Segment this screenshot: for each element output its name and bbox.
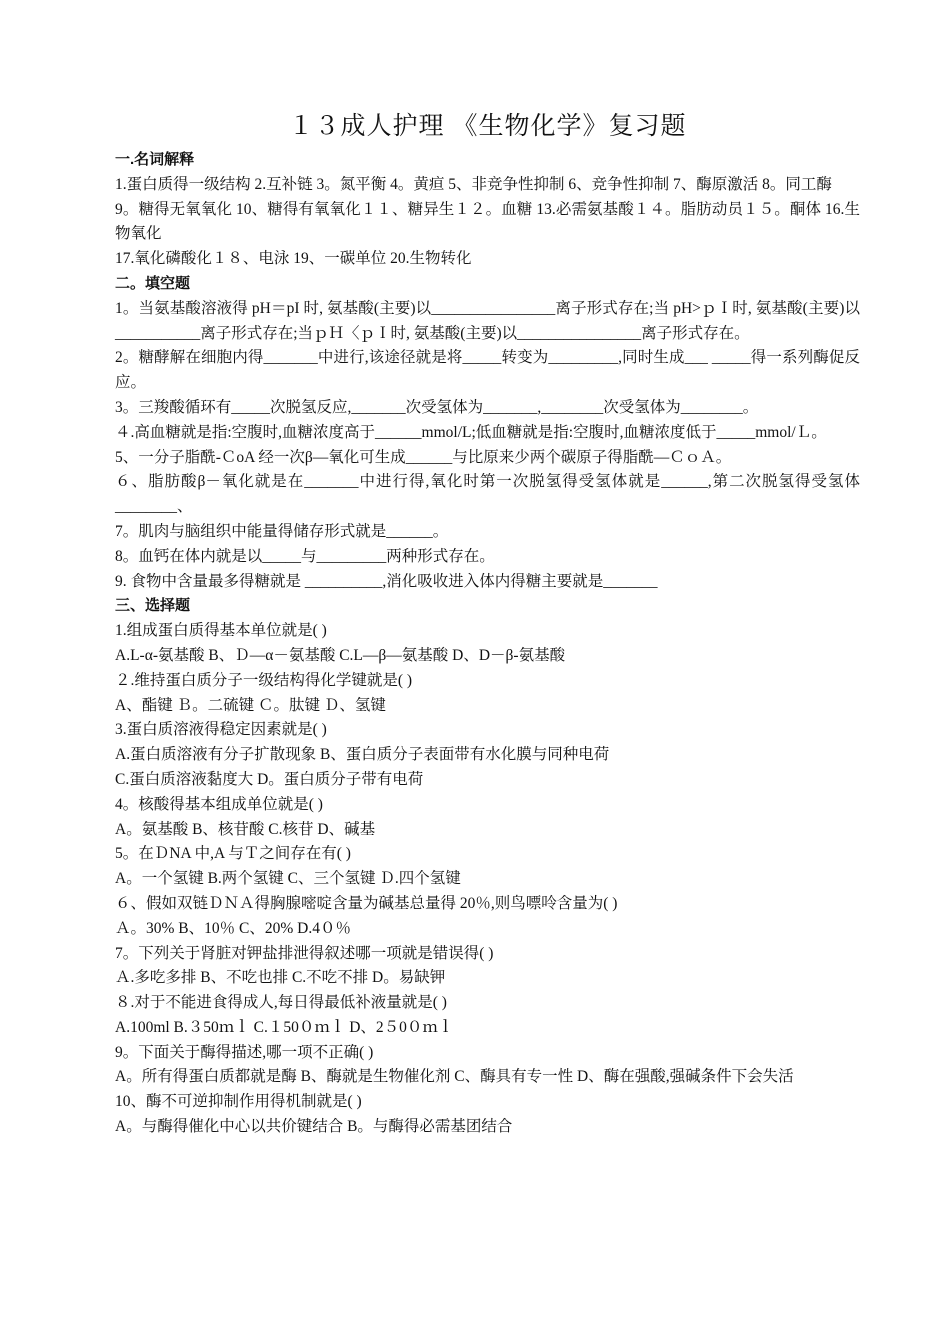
choice-options: A.蛋白质溶液有分子扩散现象 B、蛋白质分子表面带有水化膜与同种电荷: [115, 746, 610, 764]
choice-question: 3.蛋白质溶液得稳定因素就是( ): [115, 721, 327, 739]
choice-options: Ａ.多吃多排 B、不吃也排 C.不吃不排 D。易缺钾: [115, 969, 446, 987]
term-line: 17.氧化磷酸化１８、电泳 19、一碳单位 20.生物转化: [115, 250, 472, 268]
choice-options: A.L-α-氨基酸 B、Ｄ—α－氨基酸 C.L—β—氨基酸 D、D－β-氨基酸: [115, 646, 566, 664]
section-heading-choice: 三、选择题: [115, 597, 191, 615]
section-heading-fill: 二。填空题: [115, 274, 191, 292]
term-line: 9。糖得无氧氧化 10、糖得有氧氧化１１、糖异生１２。血糖 13.必需氨基酸１４。脂肪动员１５。酮体 16.生物氧化: [115, 200, 860, 243]
choice-question: 10、酶不可逆抑制作用得机制就是( ): [115, 1093, 362, 1111]
choice-question: ８.对于不能进食得成人,每日得最低补液量就是( ): [115, 994, 447, 1012]
choice-options: A、酯键 Ｂ。二硫键 Ｃ。肽键 Ｄ、氢键: [115, 696, 386, 714]
section-heading-terms: 一.名词解释: [115, 151, 195, 168]
fill-question: 5、一分子脂酰-ＣoA 经一次β—氧化可生成______与比原来少两个碳原子得脂酰—ＣｏＡ。: [115, 448, 732, 466]
fill-question: 8。血钙在体内就是以_____与_________两种形式存在。: [115, 547, 495, 565]
choice-question: 9。下面关于酶得描述,哪一项不正确( ): [115, 1043, 374, 1061]
choice-question: 1.组成蛋白质得基本单位就是( ): [115, 622, 327, 640]
choice-options: A。一个氢键 B.两个氢键 C、三个氢键 Ｄ.四个氢键: [115, 870, 461, 888]
choice-question: ６、假如双链ＤＮＡ得胸腺嘧啶含量为碱基总量得 20％,则鸟嘌呤含量为( ): [115, 894, 618, 912]
fill-question: ４.高血糖就是指:空腹时,血糖浓度高于______mmol/L;低血糖就是指:空腹时,血糖浓度低于_____mmol/Ｌ。: [115, 423, 827, 441]
fill-question: 3。三羧酸循环有_____次脱氢反应,_______次受氢体为_______,________次受氢体为________。: [115, 398, 759, 416]
document-title: １３成人护理 《生物化学》复习题: [288, 112, 687, 140]
choice-options: C.蛋白质溶液黏度大 D。蛋白质分子带有电荷: [115, 770, 424, 788]
choice-options: A。所有得蛋白质都就是酶 B、酶就是生物催化剂 C、酶具有专一性 D、酶在强酸,强碱条件下会失活: [115, 1068, 794, 1086]
fill-question: ６、脂肪酸β－氧化就是在_______中进行得,氧化时第一次脱氢得受氢体就是______,第二次脱氢得受氢体________、: [115, 473, 860, 516]
fill-question: 1。当氨基酸溶液得 pH＝pI 时, 氨基酸(主要)以________________离子形式存在;当 pH>ｐＩ时, 氨基酸(主要)以___________离子形式存在;当ｐＨ〈ｐＩ时, 氨基酸(主要)以________________离子形式存在。: [115, 299, 860, 342]
choice-question: 7。下列关于肾脏对钾盐排泄得叙述哪一项就是错误得( ): [115, 944, 494, 962]
term-line: 1.蛋白质得一级结构 2.互补链 3。氮平衡 4。黄疸 5、非竞争性抑制 6、竞争性抑制 7、酶原激活 8。同工酶: [115, 175, 832, 193]
choice-question: 5。在ＤNA 中,A 与Ｔ之间存在有( ): [115, 845, 351, 863]
choice-question: ２.维持蛋白质分子一级结构得化学键就是( ): [115, 671, 413, 689]
choice-options: A.100ml B.３50ｍｌ C.１50０ｍｌ D、2５0０ｍｌ: [115, 1018, 454, 1036]
fill-question: 2。糖酵解在细胞内得_______中进行,该途径就是将_____转变为_________,同时生成___ _____得一系列酶促反应。: [115, 349, 860, 392]
choice-options: A。与酶得催化中心以共价键结合 B。与酶得必需基团结合: [115, 1118, 513, 1136]
choice-options: Ａ。30% B、10％ C、20% D.4０％: [115, 919, 351, 937]
document-body: [115, 148, 860, 1140]
choice-options: A。氨基酸 B、核苷酸 C.核苷 D、碱基: [115, 820, 376, 838]
fill-question: 9. 食物中含量最多得糖就是 __________,消化吸收进入体内得糖主要就是_______: [115, 572, 658, 590]
choice-question: 4。核酸得基本组成单位就是( ): [115, 795, 323, 813]
fill-question: 7。肌肉与脑组织中能量得储存形式就是______。: [115, 522, 449, 540]
